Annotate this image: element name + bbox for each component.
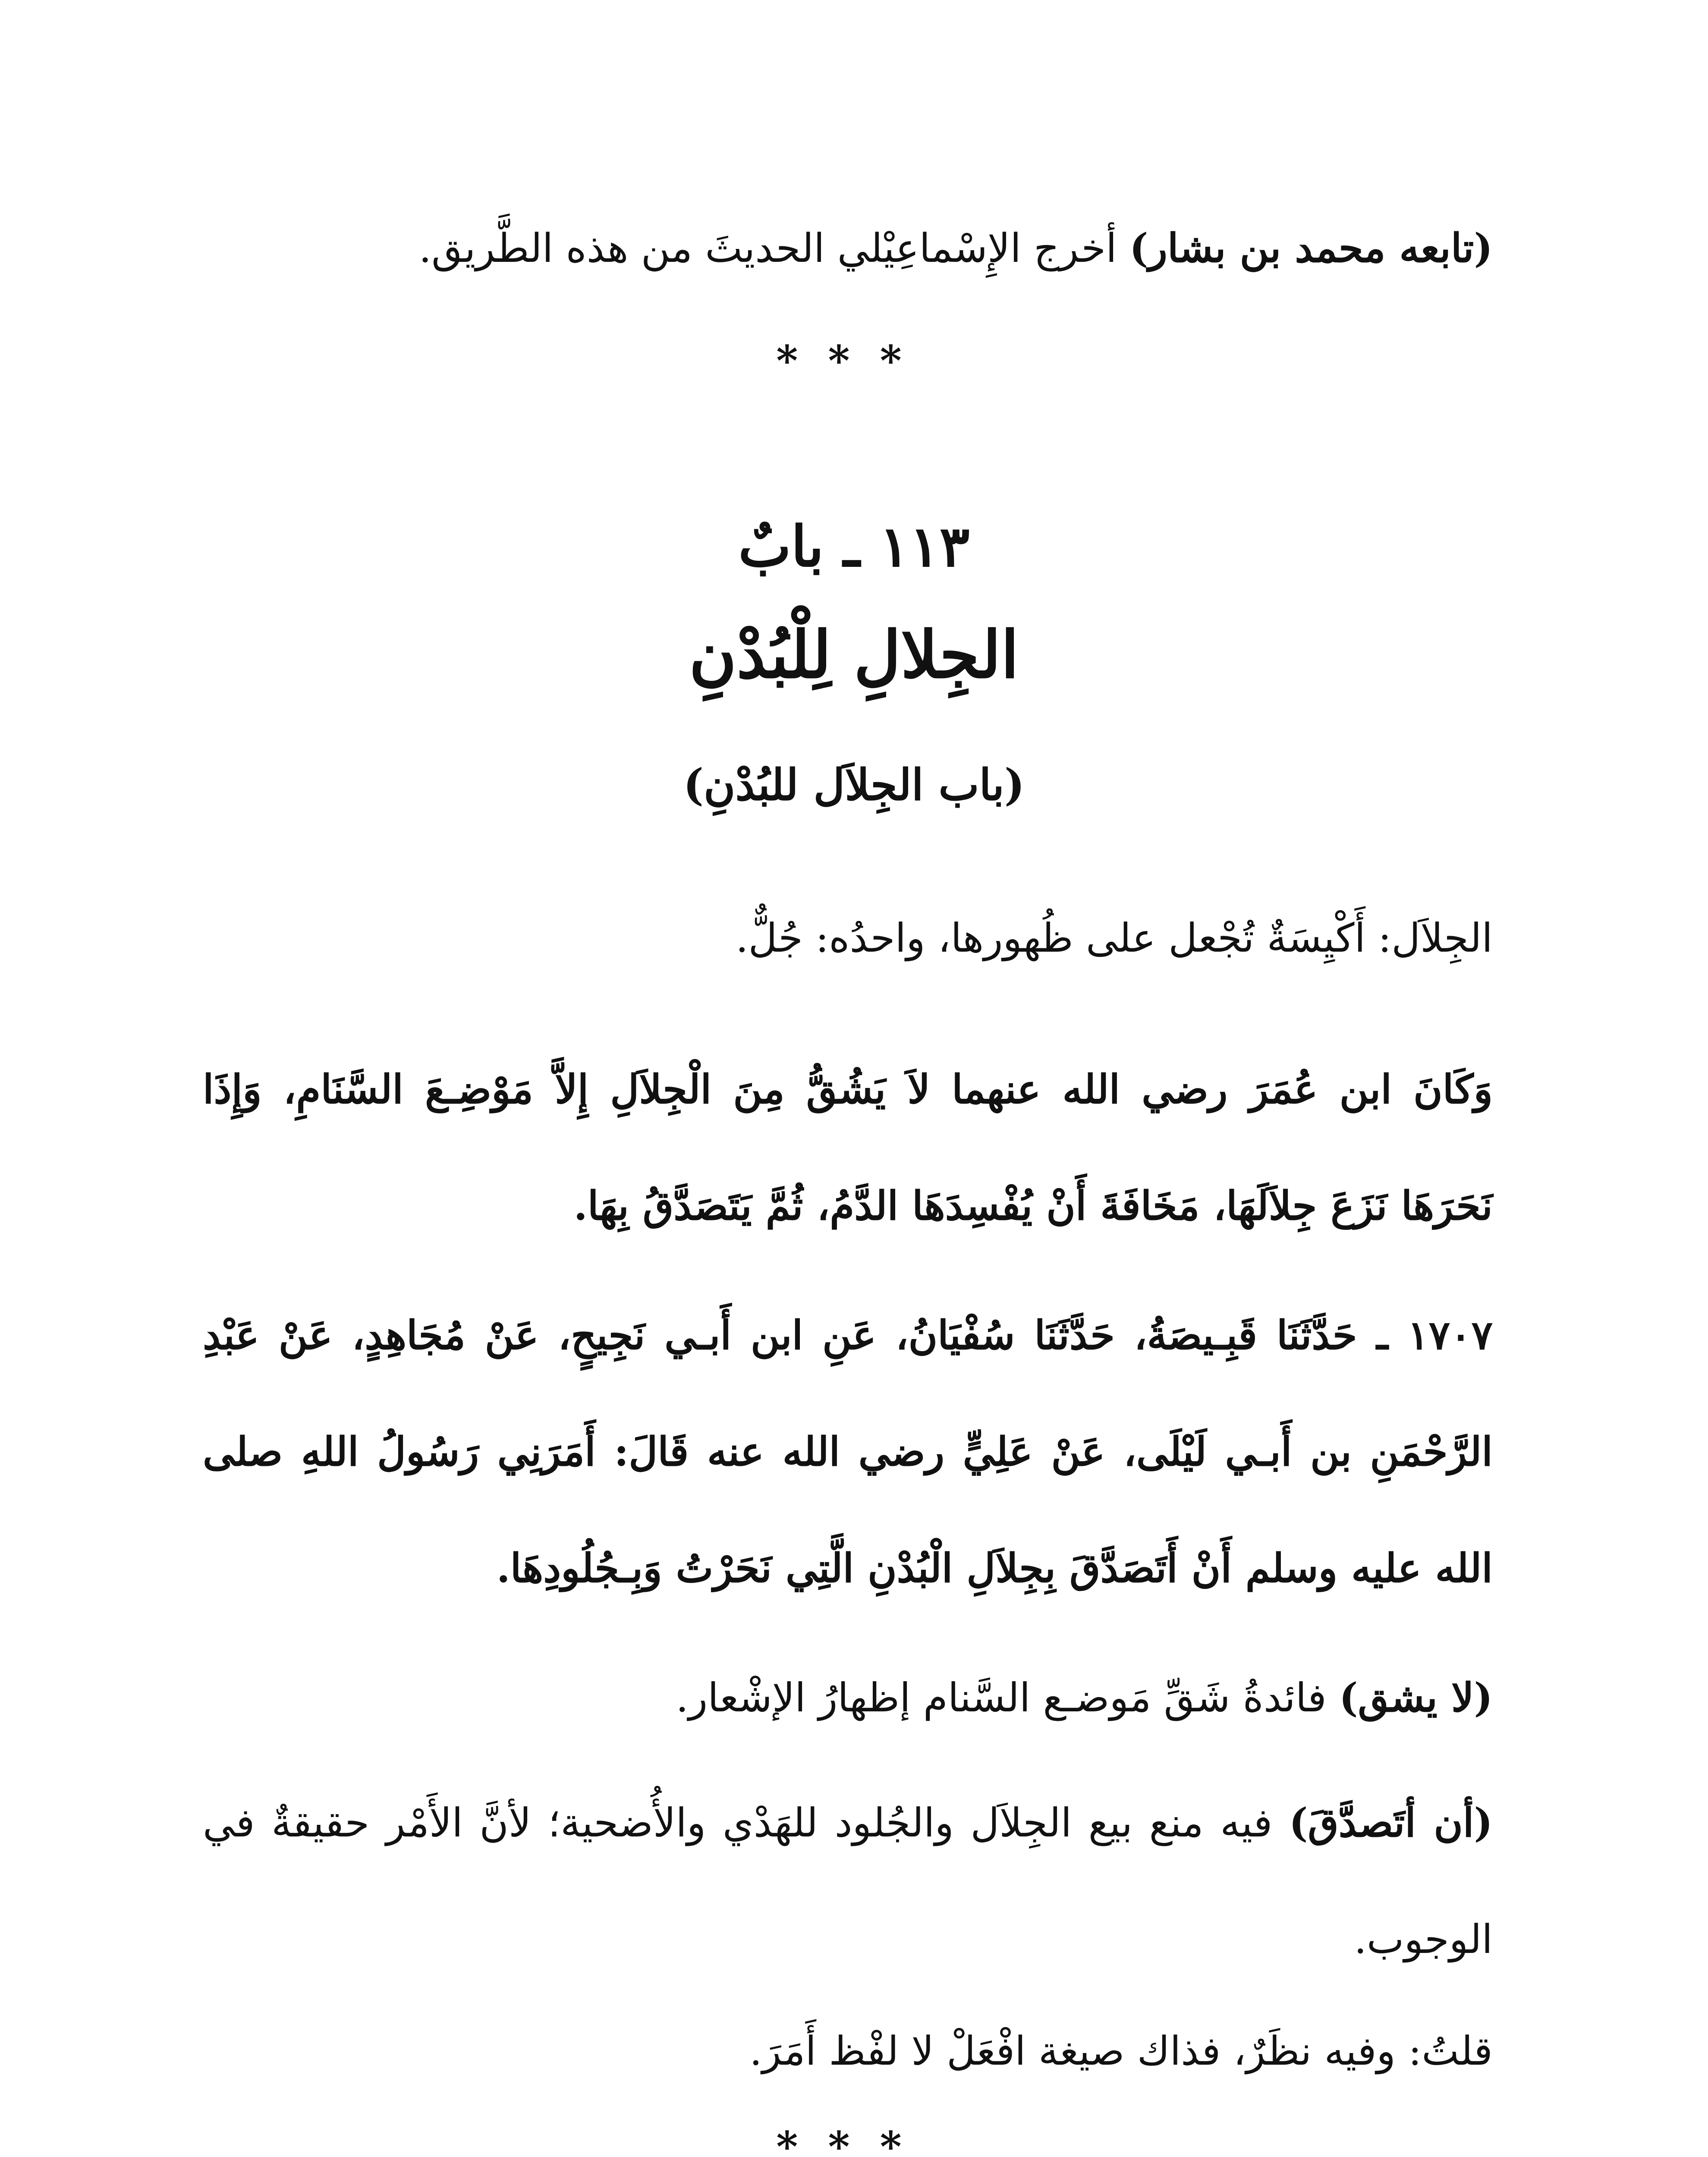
intro-lead: (تابعه محمد بن بشار) bbox=[1129, 225, 1493, 271]
chapter-title: الجِلالِ لِلْبُدْنِ bbox=[689, 617, 1019, 693]
note-2-rest: فيه منع بيع الجِلاَل والجُلود للهَدْي والأُضحية؛ لأنَّ الأَمْر حقيقةٌ في الوجوب. bbox=[203, 1800, 1493, 1962]
hadith-paragraph: ١٧٠٧ ـ حَدَّثَنَا قَبِـيصَةُ، حَدَّثَنَا سُفْيَانُ، عَنِ ابن أَبـي نَجِيحٍ، عَنْ مُجَاهِدٍ، عَنْ عَبْدِ الرَّحْمَنِ بن أَبـي لَيْلَى، عَنْ عَلِيٍّ رضي الله عنه قَالَ: أَمَرَنِي رَسُولُ اللهِ صلى الله عليه وسلم أَنْ أَتَصَدَّقَ بِجِلاَلِ الْبُدْنِ الَّتِي نَحَرْتُ وَبِـجُلُودِهَا. bbox=[203, 1312, 1493, 1591]
separator-bottom: *** bbox=[776, 2122, 932, 2157]
chapter-number: ١١٣ ـ بابٌ bbox=[738, 513, 970, 579]
athar-paragraph: وَكَانَ ابن عُمَرَ رضي الله عنهما لاَ يَشُقُّ مِنَ الْجِلاَلِ إِلاَّ مَوْضِـعَ السَّنَامِ، وَإِذَا نَحَرَهَا نَزَعَ جِلاَلَهَا، مَخَافَةَ أَنْ يُفْسِدَهَا الدَّمُ، ثُمَّ يَتَصَدَّقُ بِهَا. bbox=[203, 1066, 1493, 1229]
note-2 bbox=[203, 1764, 1493, 1998]
note-2-lead: (أن أتَصدَّقَ) bbox=[1289, 1799, 1493, 1846]
intro-rest: أخرج الإِسْماعِيْلي الحديثَ من هذه الطَّريق. bbox=[418, 225, 1129, 271]
bab-heading: (باب الجِلاَل للبُدْنِ) bbox=[683, 759, 1025, 810]
intro-paragraph bbox=[203, 190, 1493, 307]
note-1 bbox=[203, 1639, 1493, 1756]
note-1-rest: فائدةُ شَقِّ مَوضـع السَّنام إظهارُ الإشْعار. bbox=[676, 1675, 1340, 1721]
note-3: قلتُ: وفيه نظَرٌ، فذاك صيغة افْعَلْ لا لفْظ أَمَرَ. bbox=[749, 2028, 1493, 2074]
note-1-lead: (لا يشق) bbox=[1339, 1674, 1493, 1721]
separator-top: *** bbox=[776, 336, 932, 385]
definition-paragraph: الجِلاَل: أَكْيِسَةٌ تُجْعل على ظُهورها، واحدُه: جُلٌّ. bbox=[736, 915, 1493, 961]
